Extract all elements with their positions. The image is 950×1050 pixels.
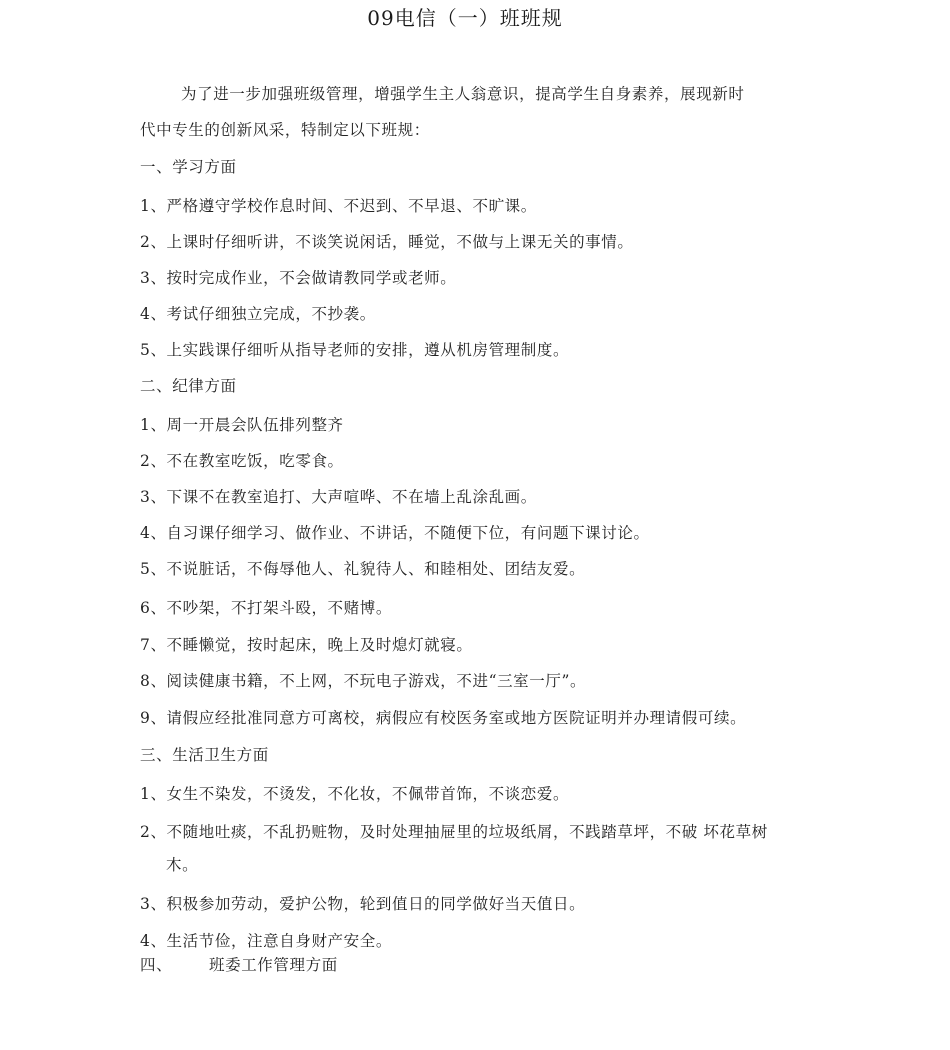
study-rule-3: 3、按时完成作业，不会做请教同学或老师。 <box>140 269 457 287</box>
hygiene-rule-2: 2、不随地吐痰，不乱扔赃物，及时处理抽屉里的垃圾纸屑，不践踏草坪，不破 坏花草树 <box>140 823 768 841</box>
intro-line-1: 为了进一步加强班级管理，增强学生主人翁意识，提高学生自身素养，展现新时 <box>181 85 745 103</box>
discipline-rule-4: 4、自习课仔细学习、做作业、不讲话，不随便下位，有问题下课讨论。 <box>140 524 650 542</box>
discipline-rule-5: 5、不说脏话，不侮辱他人、礼貌待人、和睦相处、团结友爱。 <box>140 560 586 578</box>
discipline-rule-9: 9、请假应经批准同意方可离校，病假应有校医务室或地方医院证明并办理请假可续。 <box>140 709 747 727</box>
discipline-rule-1: 1、周一开晨会队伍排列整齐 <box>140 416 344 434</box>
discipline-rule-6: 6、不吵架，不打架斗殴，不赌博。 <box>140 599 392 617</box>
hygiene-rule-1: 1、女生不染发，不烫发，不化妆，不佩带首饰，不谈恋爱。 <box>140 785 570 803</box>
hygiene-rule-4: 4、生活节俭，注意自身财产安全。 <box>140 932 392 950</box>
study-rule-1: 1、严格遵守学校作息时间、不迟到、不早退、不旷课。 <box>140 197 537 215</box>
discipline-rule-8: 8、阅读健康书籍，不上网，不玩电子游戏，不进“三室一厅”。 <box>140 672 587 690</box>
section-heading-discipline: 二、纪律方面 <box>140 377 237 395</box>
section-number-committee: 四、 <box>140 956 173 974</box>
intro-line-2: 代中专生的创新风采，特制定以下班规： <box>140 121 430 139</box>
section-heading-hygiene: 三、生活卫生方面 <box>140 746 269 764</box>
discipline-rule-3: 3、下课不在教室追打、大声喧哗、不在墙上乱涂乱画。 <box>140 488 537 506</box>
hygiene-rule-2-continued: 木。 <box>166 856 199 874</box>
section-heading-study: 一、学习方面 <box>140 158 237 176</box>
study-rule-4: 4、考试仔细独立完成，不抄袭。 <box>140 305 376 323</box>
hygiene-rule-3: 3、积极参加劳动，爱护公物，轮到值日的同学做好当天值日。 <box>140 895 586 913</box>
document-title: 09电信（一）班班规 <box>367 6 563 30</box>
discipline-rule-7: 7、不睡懒觉，按时起床，晚上及时熄灯就寝。 <box>140 636 473 654</box>
study-rule-5: 5、上实践课仔细听从指导老师的安排，遵从机房管理制度。 <box>140 341 570 359</box>
section-heading-committee: 班委工作管理方面 <box>209 956 338 974</box>
discipline-rule-2: 2、不在教室吃饭，吃零食。 <box>140 452 344 470</box>
study-rule-2: 2、上课时仔细听讲，不谈笑说闲话，睡觉，不做与上课无关的事情。 <box>140 233 634 251</box>
